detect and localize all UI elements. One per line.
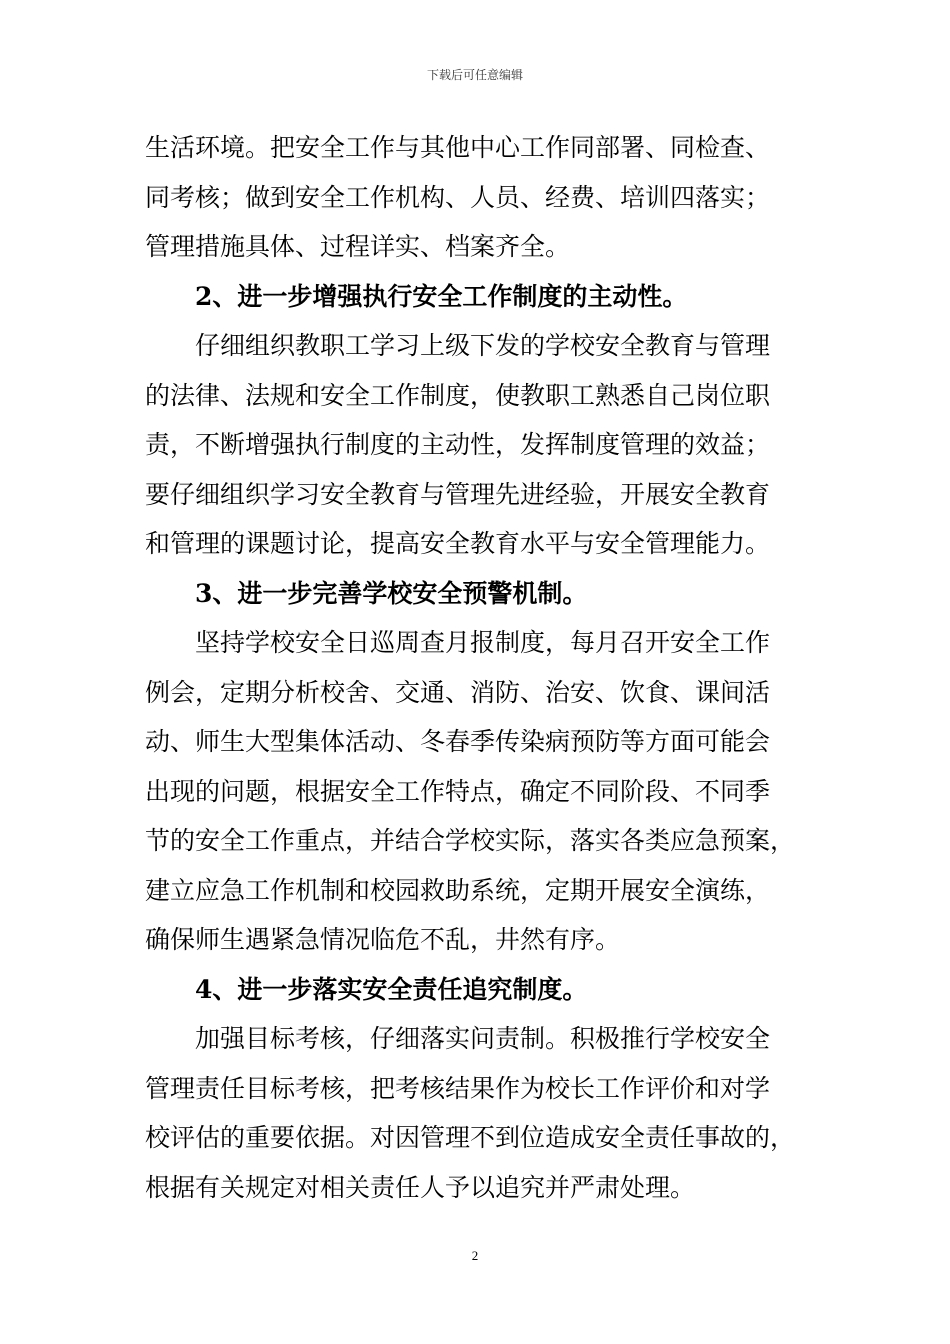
paragraph-line: 同考核；做到安全工作机构、人员、经费、培训四落实；	[145, 182, 771, 212]
paragraph-line: 确保师生遇紧急情况临危不乱，井然有序。	[145, 925, 621, 954]
section-heading: 2、进一步增强执行安全工作制度的主动性。	[195, 281, 688, 311]
page-header: 下载后可任意编辑	[426, 68, 523, 82]
page-number: 2	[471, 1248, 479, 1263]
paragraph-line: 建立应急工作机制和校园救助系统，定期开展安全演练，	[145, 875, 771, 905]
paragraph-line: 仔细组织教职工学习上级下发的学校安全教育与管理	[195, 331, 771, 360]
paragraph-line: 管理措施具体、过程详实、档案齐全。	[145, 232, 571, 261]
paragraph-line: 根据有关规定对相关责任人予以追究并严肃处理。	[145, 1172, 696, 1202]
paragraph-line: 节的安全工作重点，并结合学校实际，落实各类应急预案，	[145, 826, 796, 855]
paragraph-line: 校评估的重要依据。对因管理不到位造成安全责任事故的，	[145, 1123, 796, 1152]
paragraph-line: 动、师生大型集体活动、冬春季传染病预防等方面可能会	[145, 727, 771, 756]
paragraph-line: 责，不断增强执行制度的主动性，发挥制度管理的效益；	[145, 430, 771, 459]
paragraph-line: 要仔细组织学习安全教育与管理先进经验，开展安全教育	[145, 479, 771, 509]
paragraph-line: 和管理的课题讨论，提高安全教育水平与安全管理能力。	[145, 529, 771, 558]
section-heading: 3、进一步完善学校安全预警机制。	[195, 578, 588, 608]
paragraph-line: 管理责任目标考核，把考核结果作为校长工作评价和对学	[145, 1073, 771, 1103]
paragraph-line: 的法律、法规和安全工作制度，使教职工熟悉自己岗位职	[145, 380, 771, 410]
paragraph-line: 生活环境。把安全工作与其他中心工作同部署、同检查、	[145, 133, 771, 162]
paragraph-line: 例会，定期分析校舍、交通、消防、治安、饮食、课间活	[145, 677, 771, 707]
paragraph-line: 加强目标考核，仔细落实问责制。积极推行学校安全	[195, 1024, 771, 1053]
paragraph-line: 坚持学校安全日巡周查月报制度，每月召开安全工作	[195, 628, 771, 657]
section-heading: 4、进一步落实安全责任追究制度。	[195, 974, 588, 1004]
paragraph-line: 出现的问题，根据安全工作特点，确定不同阶段、不同季	[145, 776, 771, 806]
